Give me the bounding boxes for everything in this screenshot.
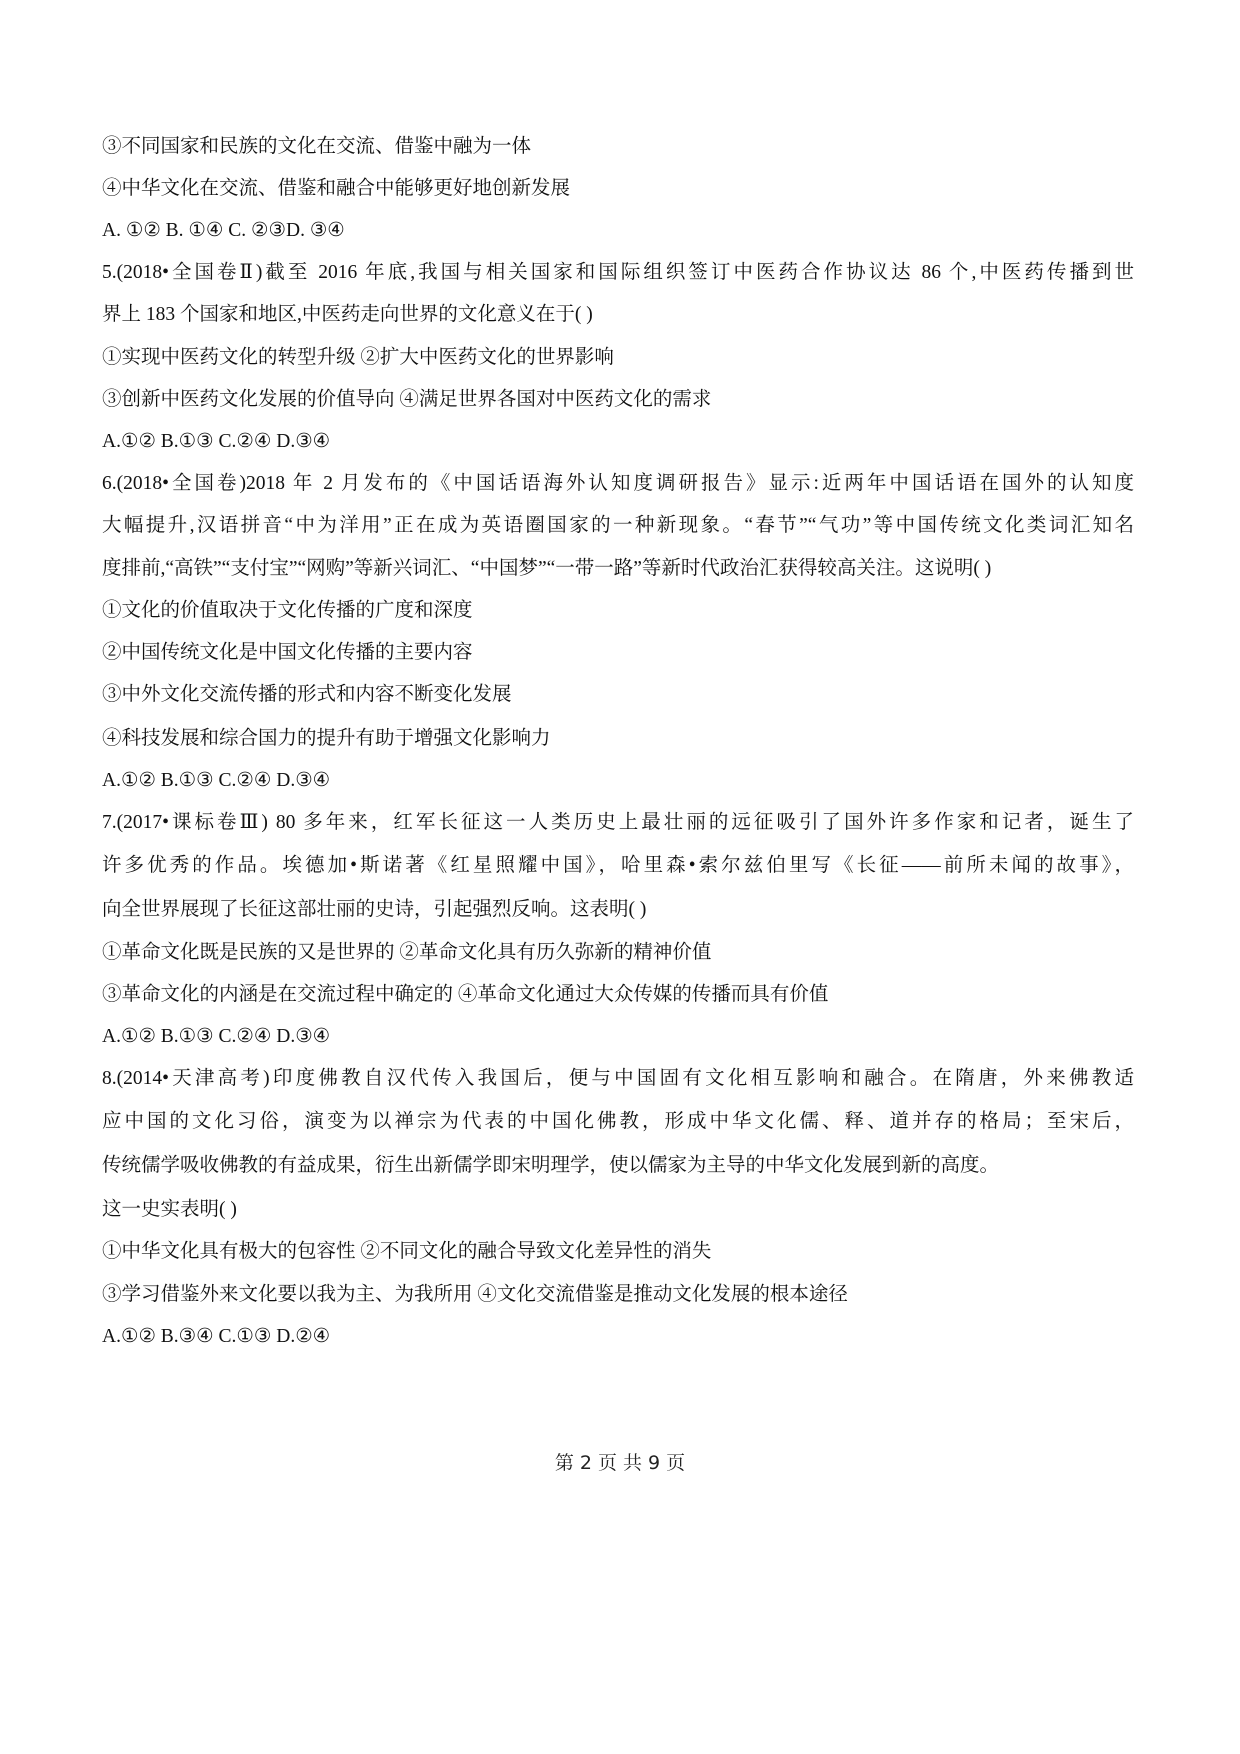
question-8-stem-line-2: 应中国的文化习俗，演变为以禅宗为代表的中国化佛教，形成中华文化儒、释、道并存的格局；至宋后， [102, 1111, 1134, 1132]
question-7-options-1-2: ①革命文化既是民族的又是世界的 ②革命文化具有历久弥新的精神价值 [102, 942, 712, 963]
question-5-options-1-2: ①实现中医药文化的转型升级 ②扩大中医药文化的世界影响 [102, 347, 614, 368]
question-7-stem-line-2: 许多优秀的作品。埃德加•斯诺著《红星照耀中国》，哈里森•索尔兹伯里写《长征——前所未闻的故事》， [102, 855, 1134, 876]
question-7-options-3-4: ③革命文化的内涵是在交流过程中确定的 ④革命文化通过大众传媒的传播而具有价值 [102, 984, 829, 1005]
question-4-option-4: ④中华文化在交流、借鉴和融合中能够更好地创新发展 [102, 178, 571, 199]
question-5-options-3-4: ③创新中医药文化发展的价值导向 ④满足世界各国对中医药文化的需求 [102, 389, 712, 410]
question-7-stem-line-3: 向全世界展现了长征这部壮丽的史诗，引起强烈反响。这表明( ) [102, 899, 647, 920]
question-5-stem-line-1: 5.(2018•全国卷Ⅱ)截至 2016 年底,我国与相关国家和国际组织签订中医药合作协议达 86 个,中医药传播到世 [102, 262, 1134, 283]
question-6-answer-choices: A.①② B.①③ C.②④ D.③④ [102, 770, 331, 791]
question-6-option-4: ④科技发展和综合国力的提升有助于增强文化影响力 [102, 728, 551, 749]
question-4-option-3: ③不同国家和民族的文化在交流、借鉴中融为一体 [102, 136, 532, 157]
question-8-stem-line-1: 8.(2014•天津高考)印度佛教自汉代传入我国后，便与中国固有文化相互影响和融合。在隋唐，外来佛教适 [102, 1068, 1134, 1089]
question-7-answer-choices: A.①② B.①③ C.②④ D.③④ [102, 1026, 331, 1047]
question-6-stem-line-3: 度排前,“高铁”“支付宝”“网购”等新兴词汇、“中国梦”“一带一路”等新时代政治汇获得较高关注。这说明( ) [102, 558, 992, 579]
page-number-footer: 第 2 页 共 9 页 [554, 1452, 686, 1474]
question-6-option-2: ②中国传统文化是中国文化传播的主要内容 [102, 642, 473, 663]
question-8-stem-line-3: 传统儒学吸收佛教的有益成果，衍生出新儒学即宋明理学，使以儒家为主导的中华文化发展到新的高度。 [102, 1155, 1000, 1176]
question-6-option-1: ①文化的价值取决于文化传播的广度和深度 [102, 600, 473, 621]
question-6-option-3: ③中外文化交流传播的形式和内容不断变化发展 [102, 684, 512, 705]
question-8-options-3-4: ③学习借鉴外来文化要以我为主、为我所用 ④文化交流借鉴是推动文化发展的根本途径 [102, 1284, 848, 1305]
question-5-answer-choices: A.①② B.①③ C.②④ D.③④ [102, 431, 331, 452]
question-6-stem-line-2: 大幅提升,汉语拼音“中为洋用”正在成为英语圈国家的一种新现象。“春节”“气功”等中国传统文化类词汇知名 [102, 515, 1134, 536]
question-8-options-1-2: ①中华文化具有极大的包容性 ②不同文化的融合导致文化差异性的消失 [102, 1241, 712, 1262]
question-6-stem-line-1: 6.(2018•全国卷)2018 年 2 月发布的《中国话语海外认知度调研报告》显示:近两年中国话语在国外的认知度 [102, 473, 1134, 494]
question-5-stem-line-2: 界上 183 个国家和地区,中医药走向世界的文化意义在于( ) [102, 304, 593, 325]
question-4-answer-choices: A. ①② B. ①④ C. ②③D. ③④ [102, 220, 345, 241]
question-8-answer-choices: A.①② B.③④ C.①③ D.②④ [102, 1326, 331, 1347]
question-8-stem-line-4: 这一史实表明( ) [102, 1199, 237, 1220]
question-7-stem-line-1: 7.(2017•课标卷Ⅲ) 80 多年来，红军长征这一人类历史上最壮丽的远征吸引了国外许多作家和记者，诞生了 [102, 812, 1134, 833]
